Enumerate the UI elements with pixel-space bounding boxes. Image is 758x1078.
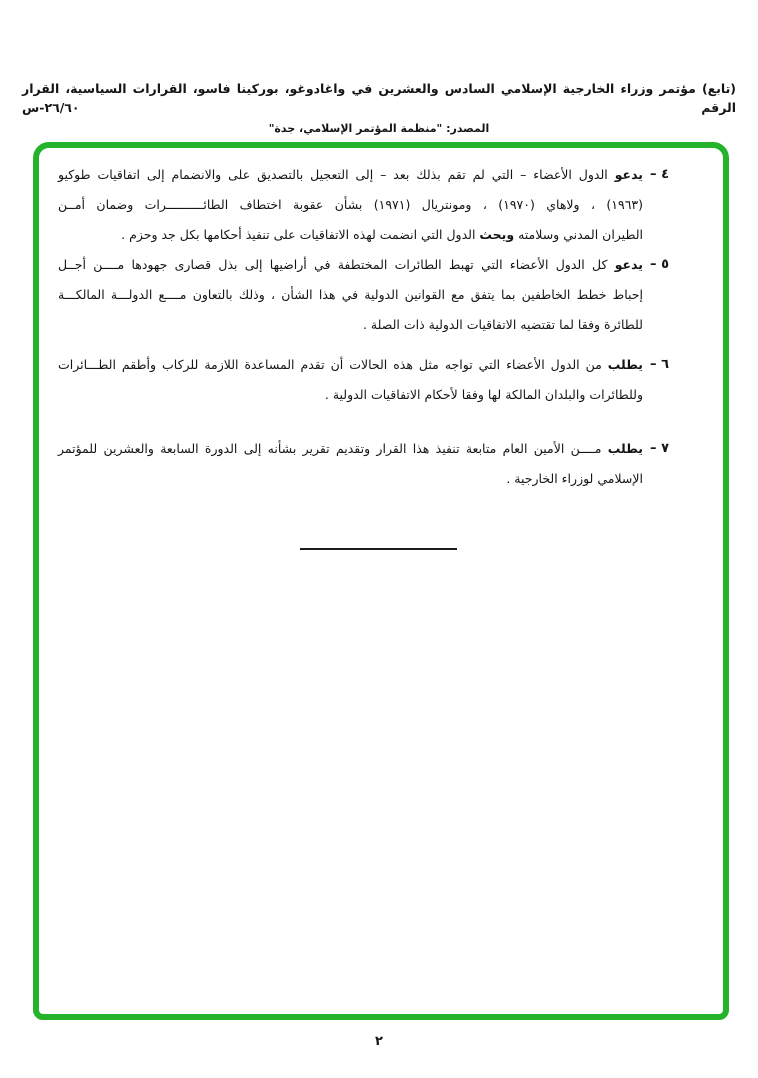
paragraph-line: يدعو كل الدول الأعضاء التي تهبط الطائرات المختطفة في أراضيها إلى بذل قصارى جهودها مــــن أجــل — [58, 257, 643, 272]
paragraph-line: للطائرة وفقا لما تقتضيه الاتفاقيات الدولية ذات الصلة . — [362, 317, 643, 332]
item-paragraph — [58, 250, 643, 340]
document-header — [22, 79, 736, 135]
header-title: (تابع) مؤتمر وزراء الخارجية الإسلامي السادس والعشرين في واغادوغو، بوركينا فاسو، القرارات السياسية، القرار الرقم ٢٦/٦٠-س — [22, 81, 736, 115]
paragraph-line: يطلب مــــن الأمين العام متابعة تنفيذ هذا القرار وتقديم تقرير بشأنه إلى الدورة السابعة والعشرين للمؤتمر — [58, 441, 643, 456]
item-number: ٥ – — [650, 257, 669, 272]
item-number: ٤ – — [650, 167, 669, 182]
resolution-item — [58, 350, 669, 410]
paragraph-line: يدعو الدول الأعضاء – التي لم تقم بذلك بعد – إلى التعجيل بالتصديق على والانضمام إلى اتفاقيات طوكيو — [58, 167, 643, 182]
paragraph-line: الإسلامي لوزراء الخارجية . — [506, 471, 643, 486]
header-source: المصدر: "منظمة المؤتمر الإسلامي، جدة" — [268, 122, 490, 135]
paragraph-line: يطلب من الدول الأعضاء التي تواجه مثل هذه الحالات أن تقدم المساعدة اللازمة للركاب وأطقم الطـــائرات — [58, 357, 643, 372]
item-number: ٧ – — [650, 441, 669, 456]
item-paragraph — [58, 434, 643, 494]
green-border-box — [33, 142, 729, 1020]
resolution-item — [58, 250, 669, 340]
paragraph-line: وللطائرات والبلدان المالكة لها وفقا لأحكام الاتفاقيات الدولية . — [324, 387, 643, 402]
paragraph-line: الطيران المدني وسلامته ويحث الدول التي انضمت لهذه الاتفاقيات على تنفيذ أحكامها بكل جد وحزم . — [121, 227, 643, 242]
resolution-item — [58, 434, 669, 494]
paragraph-line: إحباط خطط الخاطفين بما يتفق مع القوانين الدولية في هذا الشأن ، وذلك بالتعاون مــــع الدولـــة المالكـــة — [58, 287, 643, 302]
resolution-items — [58, 160, 669, 494]
resolution-item — [58, 160, 669, 250]
page-number: ٢ — [375, 1034, 383, 1049]
section-divider-line — [300, 548, 457, 550]
paragraph-line: (١٩٦٣) ، ولاهاي (١٩٧٠) ، ومونتريال (١٩٧١) بشأن عقوبة اختطاف الطائــــــــــرات وضمان أمــن — [58, 197, 644, 212]
item-number: ٦ – — [650, 357, 669, 372]
item-paragraph — [58, 160, 643, 250]
item-paragraph — [58, 350, 643, 410]
